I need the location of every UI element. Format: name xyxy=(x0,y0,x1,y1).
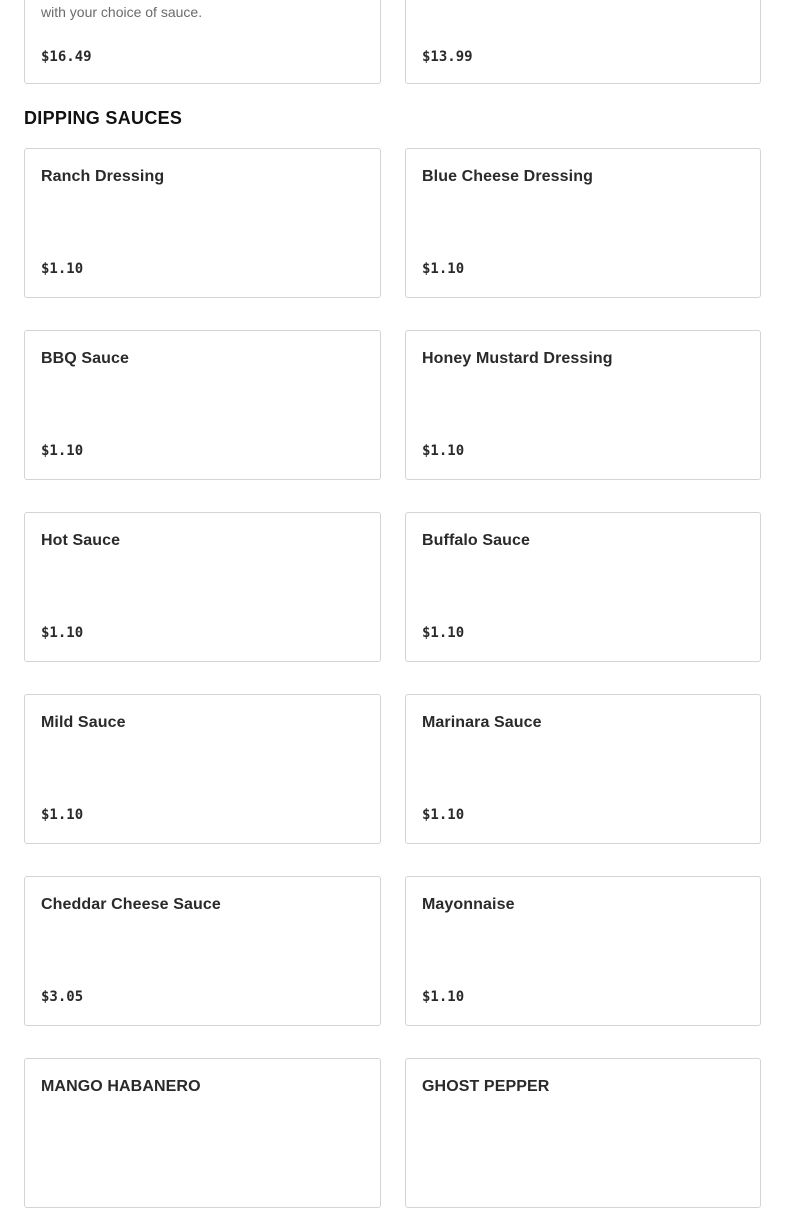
menu-item-card[interactable] xyxy=(24,876,381,1026)
menu-item-name: Buffalo Sauce xyxy=(422,532,530,549)
menu-item-card[interactable] xyxy=(405,1058,761,1208)
menu-item-card[interactable] xyxy=(405,512,761,662)
menu-item-price: $1.10 xyxy=(422,989,465,1005)
menu-item-card[interactable] xyxy=(405,876,761,1026)
menu-item-price: $1.10 xyxy=(41,807,84,823)
menu-item-price: $1.10 xyxy=(41,261,84,277)
menu-item-name: Honey Mustard Dressing xyxy=(422,350,613,367)
menu-item-name: Ranch Dressing xyxy=(41,168,165,185)
menu-item-price: $1.10 xyxy=(41,625,84,641)
menu-item-name: BBQ Sauce xyxy=(41,350,130,367)
menu-item-card-top-right[interactable] xyxy=(405,0,761,84)
menu-item-card[interactable] xyxy=(24,694,381,844)
menu-item-card-top-left[interactable] xyxy=(24,0,381,84)
menu-item-card[interactable] xyxy=(24,512,381,662)
menu-item-description: with your choice of sauce. xyxy=(41,4,203,20)
menu-item-name: Cheddar Cheese Sauce xyxy=(41,896,221,913)
menu-item-price: $3.05 xyxy=(41,989,84,1005)
menu-item-name: MANGO HABANERO xyxy=(41,1078,201,1095)
menu-item-price: $16.49 xyxy=(41,49,92,65)
menu-item-card[interactable] xyxy=(24,330,381,480)
menu-item-price: $1.10 xyxy=(422,807,465,823)
menu-item-price: $1.10 xyxy=(422,261,465,277)
menu-item-card[interactable] xyxy=(24,1058,381,1208)
menu-item-card[interactable] xyxy=(24,148,381,298)
menu-item-card[interactable] xyxy=(405,694,761,844)
menu-item-name: GHOST PEPPER xyxy=(422,1078,550,1095)
menu-item-name: Mayonnaise xyxy=(422,896,515,913)
menu-item-card[interactable] xyxy=(405,330,761,480)
menu-item-price: $13.99 xyxy=(422,49,473,65)
menu-item-name: Mild Sauce xyxy=(41,714,126,731)
menu-item-card[interactable] xyxy=(405,148,761,298)
menu-item-name: Hot Sauce xyxy=(41,532,121,549)
menu-item-name: Blue Cheese Dressing xyxy=(422,168,593,185)
menu-item-price: $1.10 xyxy=(422,625,465,641)
menu-item-name: Marinara Sauce xyxy=(422,714,542,731)
section-title: DIPPING SAUCES xyxy=(24,108,183,128)
menu-item-price: $1.10 xyxy=(41,443,84,459)
menu-item-price: $1.10 xyxy=(422,443,465,459)
